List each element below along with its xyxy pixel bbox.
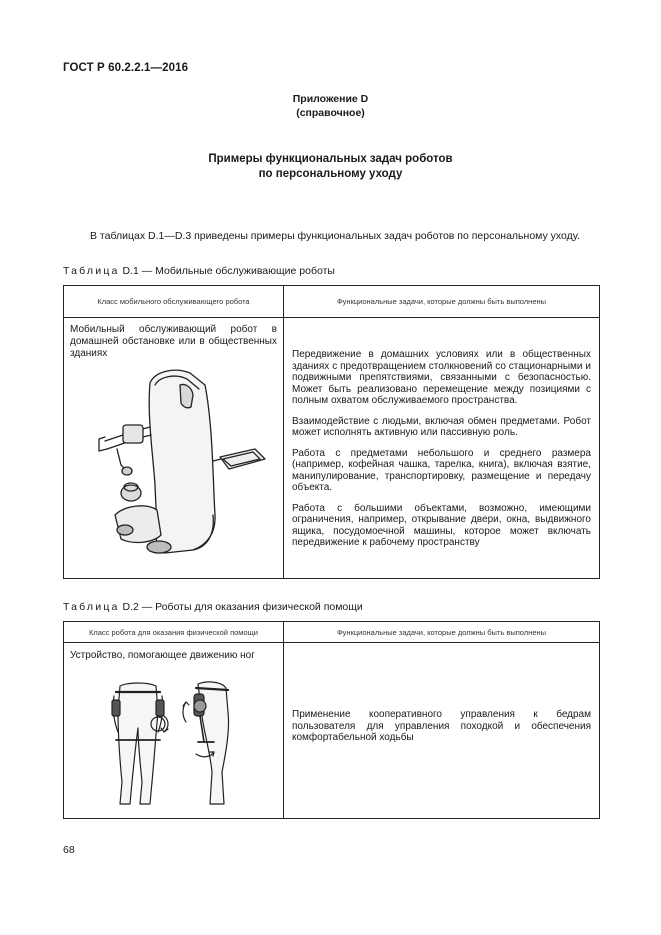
table1-class-text: Мобильный обслуживающий робот в домашней обстановке или в общественных зданиях: [70, 324, 277, 359]
page-title-line-2: по персональному уходу: [258, 168, 403, 180]
table2-header-row: [64, 622, 600, 643]
annex-title: Приложение D: [292, 93, 369, 105]
table1-caption: [63, 265, 335, 277]
intro-paragraph: В таблицах D.1—D.3 приведены примеры функциональных задач роботов по персональному уходу.: [90, 230, 580, 242]
table2-task-1: Применение кооперативного управления к бедрам пользователя для управления походкой и обеспечения комфортабельной ходьбы: [292, 709, 591, 744]
table2-tasks-cell: [284, 643, 600, 819]
page-number: 68: [63, 844, 75, 856]
table1-task-4: Работа с большими объектами, возможно, имеющими ограничения, например, открывание двери, окна, выдвижного ящика, посудомоечной машины, которое может включать передвижение к рабочему пространству: [292, 502, 591, 549]
page-title-line-1: Примеры функциональных задач роботов: [208, 153, 453, 165]
mobile-service-robot-icon: [95, 365, 280, 565]
table1-task-2: Взаимодействие с людьми, включая обмен предметами. Робот может исполнять активную или пассивную роль.: [292, 415, 591, 439]
table1-task-3: Работа с предметами небольшого и среднего размера (например, кофейная чашка, тарелка, книга), включая взятие, манипулирование, транспортировку, размещение и передачу объекта.: [292, 447, 591, 494]
table1-task-1: Передвижение в домашних условиях или в общественных зданиях с предотвращением столкновений со стационарными и подвижными препятствиями, связанными с безопасностью. Может быть реализовано перемещение между позициями с полным охватом обслуживаемого пространства.: [292, 349, 591, 407]
table1-tasks-cell: [284, 318, 600, 579]
annex-subtitle: (справочное): [296, 107, 365, 119]
table2-caption-label: Таблица: [63, 601, 120, 613]
table1-caption-text: D.1 — Мобильные обслуживающие роботы: [122, 265, 335, 277]
table2-caption: [63, 601, 363, 613]
table1-header-row: [64, 286, 600, 318]
page-title: [0, 152, 661, 182]
annex-heading: [0, 92, 661, 120]
walking-assist-device-icon: [98, 672, 248, 812]
table2-header-tasks: Функциональные задачи, которые должны быть выполнены: [284, 622, 600, 643]
document-header: ГОСТ Р 60.2.2.1—2016: [63, 62, 189, 74]
table2-caption-text: D.2 — Роботы для оказания физической помощи: [122, 601, 363, 613]
table1-header-tasks: Функциональные задачи, которые должны быть выполнены: [284, 286, 600, 318]
table2-header-class: Класс робота для оказания физической помощи: [64, 622, 284, 643]
table1-header-class: Класс мобильного обслуживающего робота: [64, 286, 284, 318]
table2-class-text: Устройство, помогающее движению ног: [70, 650, 255, 661]
table1-caption-label: Таблица: [63, 265, 120, 277]
